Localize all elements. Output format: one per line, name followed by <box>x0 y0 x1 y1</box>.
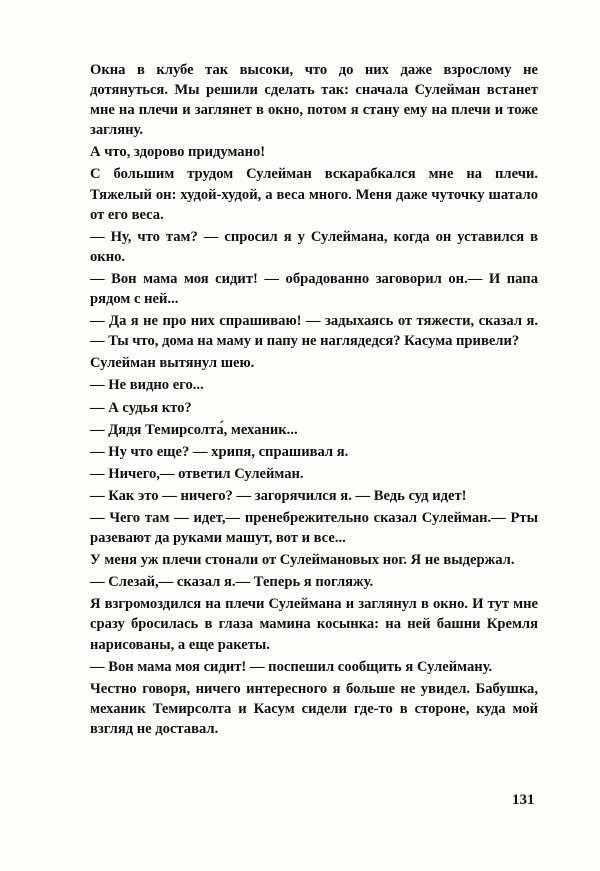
paragraph: — А судья кто? <box>90 399 192 416</box>
paragraph: — Ну что еще? — хрипя, спрашивал я. <box>90 443 349 460</box>
paragraph: — Дядя Темирсолта́, механик... <box>90 421 298 438</box>
paragraph: С большим трудом Сулейман вскарабкался мне на плечи. Тяжелый он: худой-худой, а веса много. Меня даже чуточку шатало от его веса. <box>90 166 538 223</box>
paragraph: У меня уж плечи стонали от Сулеймановых ног. Я не выдержал. <box>90 552 515 569</box>
paragraph: — Слезай,— сказал я.— Теперь я погляжу. <box>90 574 374 591</box>
paragraph: Честно говоря, ничего интересного я больше не увидел. Бабушка, механик Темирсолта и Касум сидели где-то в стороне, куда мой взгляд не доставал. <box>90 680 538 737</box>
paragraph: Сулейман вытянул шею. <box>90 355 255 372</box>
paragraph: Я взгромоздился на плечи Сулеймана и заглянул в окно. И тут мне сразу бросилась в глаза мамина косынка: на ней башни Кремля нарисованы, а еще ракеты. <box>90 596 538 653</box>
paragraph: — Вон мама моя сидит! — обрадованно заговорил он.— И папа рядом с ней... <box>90 270 538 308</box>
paragraph: — Ничего,— ответил Сулейман. <box>90 465 304 482</box>
paragraph: — Не видно его... <box>90 377 204 394</box>
paragraph: — Чего там — идет,— пренебрежительно сказал Сулейман.— Рты разевают да руками машут, вот и все... <box>90 509 538 547</box>
paragraph: А что, здорово придумано! <box>90 144 266 161</box>
paragraph: — Как это — ничего? — загорячился я. — Ведь суд идет! <box>90 487 467 504</box>
paragraph: — Вон мама моя сидит! — поспешил сообщить я Сулейману. <box>90 658 493 675</box>
paragraph: — Да я не про них спрашиваю! — задыхаясь от тяжести, сказал я.— Ты что, дома на маму и папу не наглядедся? Касума привели? <box>90 313 538 350</box>
page-number: 131 <box>512 792 535 808</box>
paragraph: Окна в клубе так высоки, что до них даже взрослому не дотянуться. Мы решили сделать так: сначала Сулейман встанет мне на плечи и заглянет в окно, потом я стану ему на плечи и тоже загляну. <box>90 62 538 139</box>
page-text <box>90 60 538 741</box>
paragraph: — Ну, что там? — спросил я у Сулеймана, когда он уставился в окно. <box>90 228 538 265</box>
